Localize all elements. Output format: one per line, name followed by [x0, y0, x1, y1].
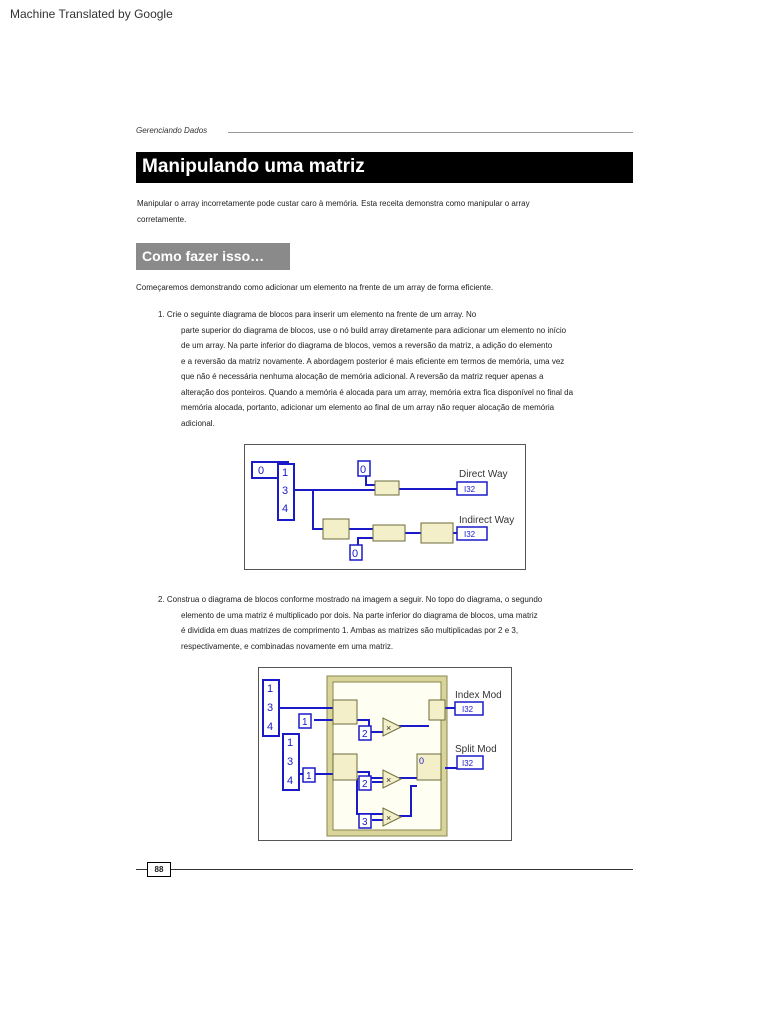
intro-line-1: Manipular o array incorretamente pode custar caro à memória. Esta receita demonstra como manipular o array [137, 199, 530, 208]
multiplier-two-top-value: 2 [362, 729, 368, 740]
replace-subset-node [429, 700, 445, 720]
step2-line: elemento de uma matriz é multiplicado por dois. Na parte inferior do diagrama de blocos, uma matriz [181, 610, 538, 620]
array-element: 3 [282, 485, 289, 497]
label-index-mod: Index Mod [455, 690, 502, 701]
split-array-node [333, 754, 357, 780]
reverse-array-node-1 [323, 519, 349, 539]
figure-1-svg [245, 445, 525, 569]
build-array-node [375, 481, 399, 495]
figure-2-svg [259, 668, 511, 840]
step1-line: e a reversão da matriz novamente. A abordagem posterior é mais eficiente em termos de memória, uma vez [181, 356, 565, 366]
step1-line: que não é necessária nenhuma alocação de memória adicional. A reversão da matriz requer apenas a [181, 372, 544, 381]
title-bar [136, 152, 633, 183]
step1-line: 1. Crie o seguinte diagrama de blocos para inserir um elemento na frente de um array. No [158, 310, 477, 319]
indicator-split-type: I32 [462, 759, 474, 768]
multiply-symbol: × [386, 723, 392, 733]
step1-line: de um array. Na parte inferior do diagrama de blocos, vemos a reversão da matriz, a adição do elemento [181, 341, 553, 350]
indicator-indirect-type: I32 [464, 530, 476, 539]
label-indirect-way: Indirect Way [459, 515, 515, 526]
array-element: 4 [287, 775, 294, 787]
figure-1-block-diagram [244, 444, 526, 570]
section-label: Gerenciando Dados [136, 126, 208, 135]
build-array-node-2 [373, 525, 405, 541]
figure-2-block-diagram [258, 667, 512, 841]
how-intro: Começaremos demonstrando como adicionar um elemento na frente de um array de forma eficiente. [136, 283, 494, 292]
index-constant-top-value: 1 [302, 717, 308, 728]
array-element: 4 [267, 721, 274, 733]
array-element: 1 [282, 467, 289, 479]
label-split-mod: Split Mod [455, 744, 497, 755]
reverse-array-node-2 [421, 523, 453, 543]
step1-line: memória alocada, portanto, adicionar um elemento ao final de um array não requer alocação de memória [181, 403, 555, 412]
indicator-index-type: I32 [462, 705, 474, 714]
step1-line: adicional. [181, 418, 215, 428]
array-element: 4 [282, 503, 289, 515]
constant-bottom-value: 0 [352, 548, 359, 560]
multiply-symbol: × [386, 775, 392, 785]
step2-line: é dividida em duas matrizes de comprimento 1. Ambas as matrizes são multiplicadas por 2 e 3, [181, 626, 519, 635]
machine-translated-label: Machine Translated by Google [10, 7, 173, 21]
step1-line: parte superior do diagrama de blocos, use o nó build array diretamente para adicionar um elemento no início [181, 325, 567, 335]
label-direct-way: Direct Way [459, 469, 508, 480]
page-number: 88 [147, 862, 171, 877]
step2-line: respectivamente, e combinadas novamente em uma matriz. [181, 641, 394, 651]
intro-paragraph [137, 196, 530, 227]
array-element: 3 [267, 702, 274, 714]
section-rule [228, 132, 633, 133]
zero-constant-value: 0 [419, 756, 425, 766]
section-header [136, 126, 633, 138]
array-element: 1 [287, 737, 294, 749]
howto-title: Como fazer isso… [142, 248, 265, 264]
index-array-node [333, 700, 357, 724]
step2-line: 2. Construa o diagrama de blocos conforme mostrado na imagem a seguir. No topo do diagrama, o segundo [158, 595, 543, 604]
step-1 [158, 307, 573, 431]
multiply-symbol: × [386, 813, 392, 823]
array-element: 3 [287, 756, 294, 768]
multiplier-two-bottom-value: 2 [362, 779, 368, 790]
multiplier-three-value: 3 [362, 817, 368, 828]
array-index-value: 0 [258, 465, 265, 477]
constant-top-value: 0 [360, 464, 367, 476]
page-title: Manipulando uma matriz [142, 156, 365, 177]
index-constant-bottom-value: 1 [306, 771, 312, 782]
howto-header [136, 243, 290, 270]
indicator-direct-type: I32 [464, 485, 476, 494]
array-element: 1 [267, 683, 274, 695]
intro-line-2: corretamente. [137, 214, 187, 224]
footer-rule [136, 869, 633, 870]
step1-line: alteração dos ponteiros. Quando a memória é alocada para um array, memória extra fica disponível no final da [181, 387, 574, 397]
step-2 [158, 592, 542, 654]
